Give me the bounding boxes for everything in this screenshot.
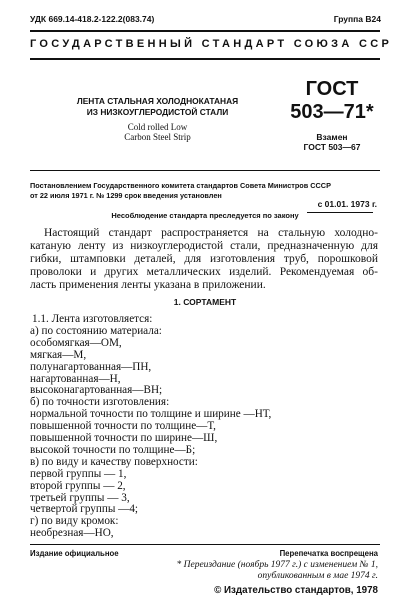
list-item: первой группы — 1, xyxy=(30,467,127,480)
list-item: в) по виду и качеству поверхности: xyxy=(30,455,198,468)
title-en-line2: Carbon Steel Strip xyxy=(124,132,191,142)
list-item: полунагартованная—ПН, xyxy=(30,360,152,373)
reprint-prohibited: Перепечатка воспрещена xyxy=(279,549,378,558)
udk-code: УДК 669.14-418.2-122.2(083.74) xyxy=(30,14,155,24)
list-item: нормальной точности по толщине и ширине —НТ, xyxy=(30,408,272,421)
title-en-line1: Cold rolled Low xyxy=(127,122,188,132)
list-item: высоконагартованная—ВН; xyxy=(30,384,163,397)
intro-line: Настоящий стандарт распространяется на стальную холодно- xyxy=(44,227,379,239)
decree-line1: Постановлением Государственного комитета стандартов Совета Министров СССР xyxy=(30,181,331,190)
list-item: а) по состоянию материала: xyxy=(30,324,162,337)
banner-rule xyxy=(30,58,380,60)
list-item: необрезная—НО, xyxy=(30,527,114,540)
replaces-label: Взамен xyxy=(316,132,348,142)
list-item: б) по точности изготовления: xyxy=(30,396,170,409)
official-edition: Издание официальное xyxy=(30,549,119,558)
intro-line: гибки, штамповки деталей, для изготовления труб, порошковой xyxy=(30,253,378,265)
reissue-note-line1: * Переиздание (ноябрь 1977 г.) с изменением № 1, xyxy=(176,560,378,570)
list-item: второй группы — 2, xyxy=(30,479,126,492)
gost-number: 503—71* xyxy=(290,101,374,123)
title-rule xyxy=(30,170,380,171)
title-ru-line2: ИЗ НИЗКОУГЛЕРОДИСТОЙ СТАЛИ xyxy=(86,107,229,117)
list-item: мягкая—М, xyxy=(30,348,87,361)
list-item: повышенной точности по ширине—Ш, xyxy=(30,432,218,444)
decree-line2: от 22 июля 1971 г. № 1299 срок введения установлен xyxy=(30,191,222,200)
copyright: © Издательство стандартов, 1978 xyxy=(214,585,378,596)
list-item: г) по виду кромок: xyxy=(30,515,119,528)
standard-banner: ГОСУДАРСТВЕННЫЙ СТАНДАРТ СОЮЗА ССР xyxy=(30,38,393,50)
intro-line: ласть применения ленты указана в приложении. xyxy=(30,279,266,291)
footer-rule xyxy=(30,544,380,545)
intro-line: катаную ленту из низкоуглеродистой стали, предназначенную для xyxy=(30,240,379,252)
list-item: повышенной точности по толщине—Т, xyxy=(30,420,216,433)
gost-label: ГОСТ xyxy=(305,78,359,100)
replaces-value: ГОСТ 503—67 xyxy=(303,142,361,152)
list-item: 1.1. Лента изготовляется: xyxy=(32,313,153,325)
group-code: Группа В24 xyxy=(333,14,381,24)
list-item: четвертой группы —4; xyxy=(30,503,139,516)
top-rule xyxy=(30,30,380,32)
decree-date: с 01.01. 1973 г. xyxy=(317,199,377,209)
list-item: нагартованная—Н, xyxy=(30,372,121,385)
section-title: 1. СОРТАМЕНТ xyxy=(173,297,237,307)
title-ru-line1: ЛЕНТА СТАЛЬНАЯ ХОЛОДНОКАТАНАЯ xyxy=(76,96,239,106)
intro-line: проволоки и других металлических изделий. Рекомендуемая об- xyxy=(30,266,378,278)
list-item: особомягкая—ОМ, xyxy=(30,336,122,349)
list-item: высокой точности по толщине—Б; xyxy=(30,443,196,456)
prosecution-note: Несоблюдение стандарта преследуется по закону xyxy=(111,211,299,220)
reissue-note-line2: опубликованным в мае 1974 г. xyxy=(257,571,378,581)
list-item: третьей группы — 3, xyxy=(30,491,130,504)
